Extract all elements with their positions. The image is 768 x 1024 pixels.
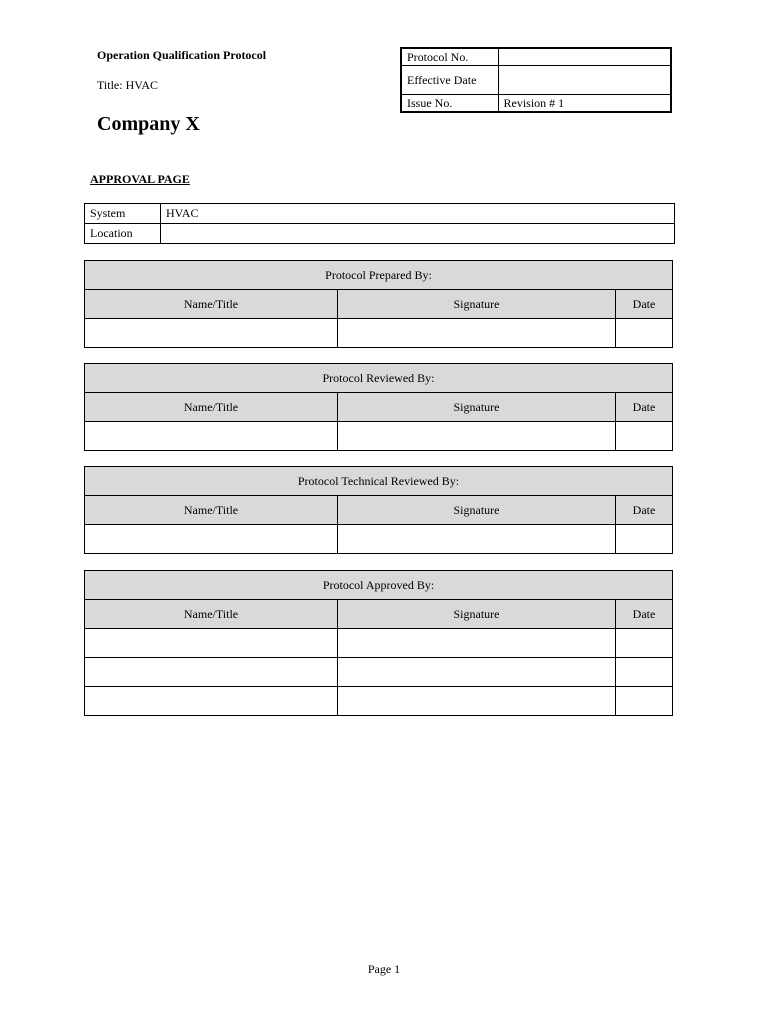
date-cell (616, 629, 673, 658)
reviewed-by-heading: Protocol Reviewed By: (85, 364, 673, 393)
effective-date-label: Effective Date (401, 66, 498, 95)
signature-cell (338, 525, 616, 554)
approved-by-table (84, 570, 673, 716)
name-title-cell (85, 629, 338, 658)
protocol-no-value (498, 48, 671, 66)
document-type: Operation Qualification Protocol (97, 48, 267, 62)
table-row (85, 525, 673, 554)
approval-page-heading: APPROVAL PAGE (90, 172, 190, 186)
signature-header: Signature (338, 290, 616, 319)
name-title-cell (85, 319, 338, 348)
location-label: Location (85, 224, 161, 244)
system-label: System (85, 204, 161, 224)
protocol-meta-table (400, 47, 672, 113)
name-title-header: Name/Title (85, 290, 338, 319)
table-row (85, 319, 673, 348)
prepared-by-table (84, 260, 673, 348)
signature-header: Signature (338, 393, 616, 422)
date-header: Date (616, 600, 673, 629)
effective-date-value (498, 66, 671, 95)
name-title-header: Name/Title (85, 600, 338, 629)
technical-reviewed-by-heading: Protocol Technical Reviewed By: (85, 467, 673, 496)
prepared-by-heading: Protocol Prepared By: (85, 261, 673, 290)
reviewed-by-table (84, 363, 673, 451)
date-header: Date (616, 290, 673, 319)
document-title: Title: HVAC (97, 78, 159, 92)
name-title-cell (85, 687, 338, 716)
signature-cell (338, 319, 616, 348)
protocol-no-label: Protocol No. (401, 48, 498, 66)
issue-no-label: Issue No. (401, 95, 498, 113)
table-row (85, 658, 673, 687)
system-table (84, 203, 675, 244)
table-row (85, 687, 673, 716)
signature-cell (338, 687, 616, 716)
name-title-cell (85, 525, 338, 554)
date-header: Date (616, 496, 673, 525)
table-row (85, 422, 673, 451)
date-cell (616, 422, 673, 451)
technical-reviewed-by-table (84, 466, 673, 554)
date-cell (616, 319, 673, 348)
system-value: HVAC (161, 204, 675, 224)
name-title-cell (85, 422, 338, 451)
name-title-header: Name/Title (85, 393, 338, 422)
name-title-cell (85, 658, 338, 687)
page-number: Page 1 (367, 962, 401, 976)
date-cell (616, 658, 673, 687)
signature-header: Signature (338, 600, 616, 629)
signature-cell (338, 629, 616, 658)
date-cell (616, 687, 673, 716)
company-name: Company X (97, 113, 200, 135)
date-header: Date (616, 393, 673, 422)
signature-header: Signature (338, 496, 616, 525)
name-title-header: Name/Title (85, 496, 338, 525)
signature-cell (338, 422, 616, 451)
signature-cell (338, 658, 616, 687)
location-value (161, 224, 675, 244)
date-cell (616, 525, 673, 554)
table-row (85, 629, 673, 658)
approved-by-heading: Protocol Approved By: (85, 571, 673, 600)
issue-no-value: Revision # 1 (498, 95, 671, 113)
